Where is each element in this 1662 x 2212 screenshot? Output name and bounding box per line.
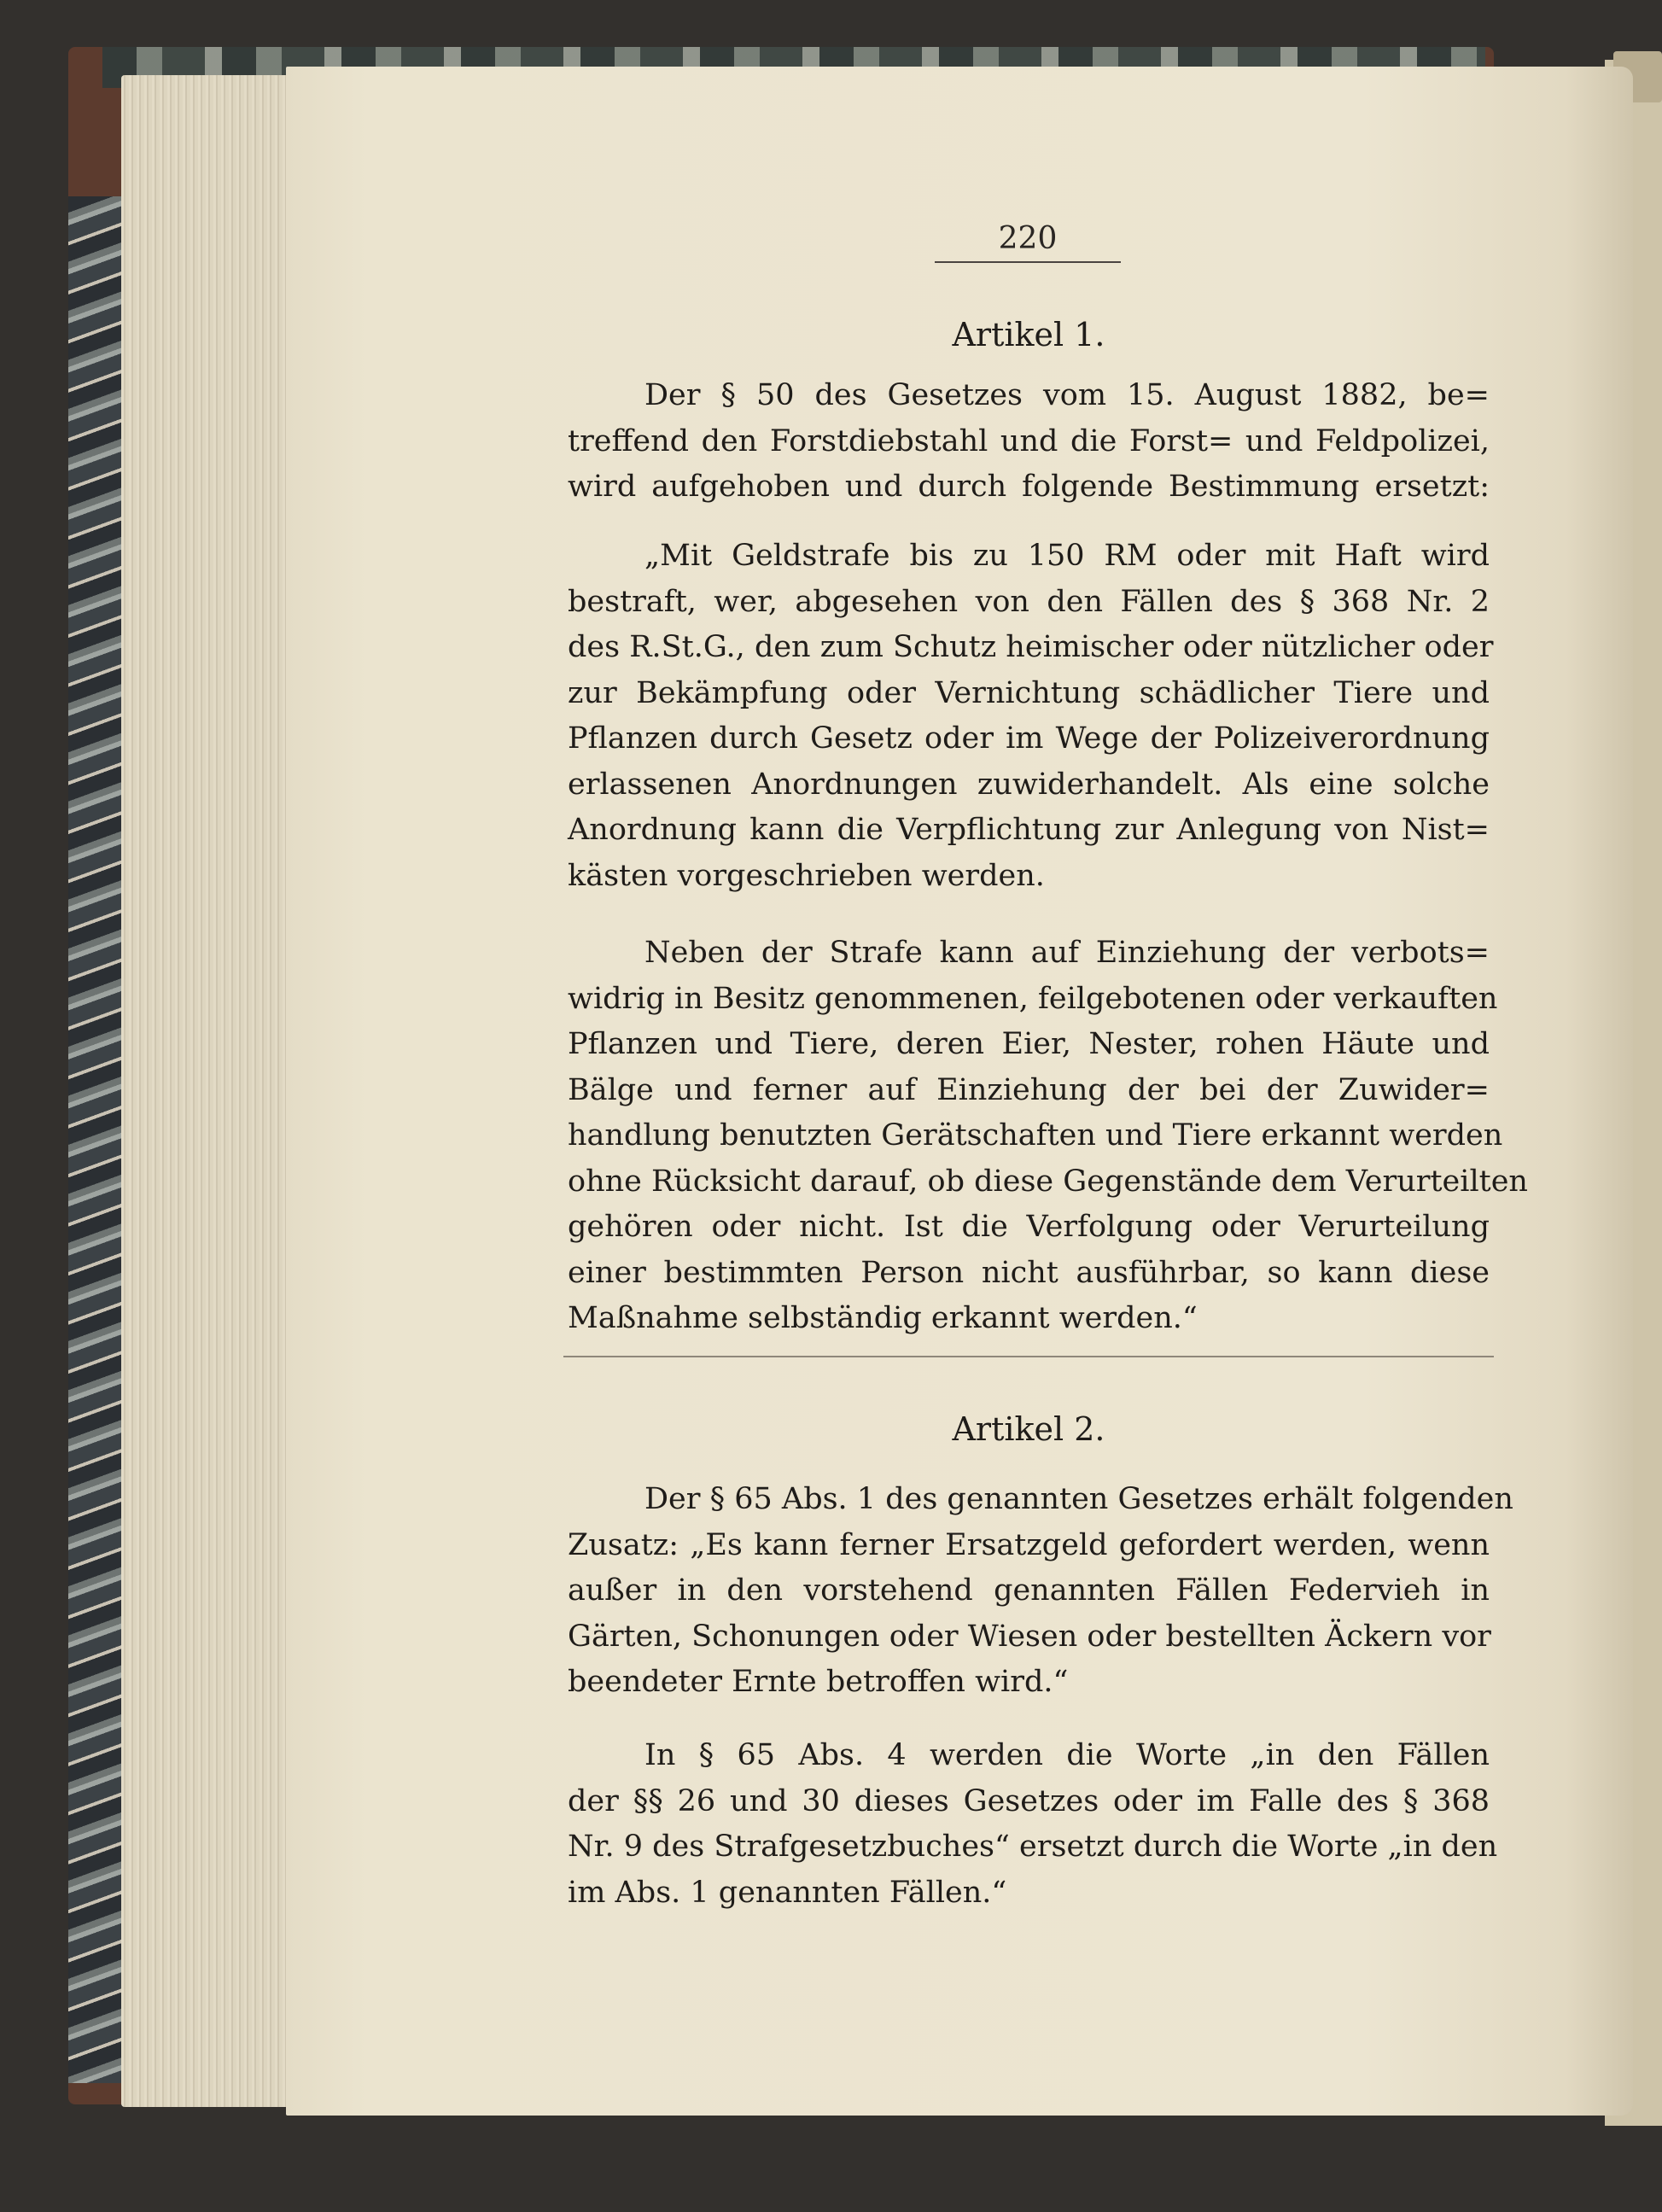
text-line: Zusatz: „Es kann ferner Ersatzgeld gefordert werden, wenn [568, 1527, 1490, 1562]
text-line: erlassenen Anordnungen zuwiderhandelt. Als eine solche [568, 767, 1490, 802]
article-1-paragraph-2 [568, 534, 1494, 899]
text-line: Der § 50 des Gesetzes vom 15. August 1882, be= [644, 378, 1490, 412]
article-2-paragraph-1 [568, 1477, 1513, 1706]
text-line: im Abs. 1 genannten Fällen.“ [568, 1875, 1007, 1910]
section-divider [563, 1356, 1494, 1357]
text-line: Maßnahme selbständig erkannt werden.“ [568, 1301, 1198, 1335]
text-line: bestraft, wer, abgesehen von den Fällen des § 368 Nr. 2 [568, 584, 1490, 619]
text-line: Bälge und ferner auf Einziehung der bei der Zuwider= [568, 1072, 1490, 1107]
text-line: treffend den Forstdiebstahl und die Forst= und Feldpolizei, [568, 423, 1490, 458]
text-line: Pflanzen durch Gesetz oder im Wege der Polizeiverordnung [568, 721, 1490, 756]
text-line: handlung benutzten Gerätschaften und Tiere erkannt werden [568, 1118, 1503, 1153]
text-line: außer in den vorstehend genannten Fällen Federvieh in [568, 1573, 1490, 1608]
text-line: In § 65 Abs. 4 werden die Worte „in den Fällen [644, 1738, 1490, 1772]
text-line: Nr. 9 des Strafgesetzbuches“ ersetzt durch die Worte „in den [568, 1830, 1498, 1864]
article-2-paragraph-2 [568, 1733, 1498, 1916]
article-1-paragraph-3 [568, 931, 1528, 1342]
article-2-heading: Artikel 2. [952, 1410, 1105, 1448]
text-line: des R.St.G., den zum Schutz heimischer oder nützlicher oder [568, 630, 1494, 664]
article-1-heading: Artikel 1. [952, 316, 1105, 353]
page-number: 220 [935, 220, 1121, 263]
text-line: Neben der Strafe kann auf Einziehung der verbots= [644, 936, 1490, 970]
text-line: beendeter Ernte betroffen wird.“ [568, 1665, 1069, 1699]
text-line: Anordnung kann die Verpflichtung zur Anlegung von Nist= [568, 813, 1490, 847]
text-line: der §§ 26 und 30 dieses Gesetzes oder im Falle des § 368 [568, 1783, 1490, 1818]
text-line: zur Bekämpfung oder Vernichtung schädlicher Tiere und [568, 675, 1490, 710]
stacked-page-edges [121, 75, 292, 2107]
text-line: einer bestimmten Person nicht ausführbar, so kann diese [568, 1255, 1490, 1290]
text-line: ohne Rücksicht darauf, ob diese Gegenstände dem Verurteilten [568, 1164, 1528, 1199]
text-line: Gärten, Schonungen oder Wiesen oder bestellten Äckern vor [568, 1619, 1491, 1654]
cover-marbled-edge-left [68, 196, 128, 2083]
text-line: gehören oder nicht. Ist die Verfolgung oder Verurteilung [568, 1210, 1490, 1244]
text-line: Der § 65 Abs. 1 des genannten Gesetzes erhält folgenden [644, 1482, 1513, 1516]
text-line: „Mit Geldstrafe bis zu 150 RM oder mit Haft wird [644, 539, 1490, 573]
text-line: widrig in Besitz genommenen, feilgebotenen oder verkauften [568, 981, 1498, 1016]
text-line: Pflanzen und Tiere, deren Eier, Nester, rohen Häute und [568, 1027, 1490, 1061]
text-line: wird aufgehoben und durch folgende Bestimmung ersetzt: [568, 470, 1490, 504]
article-1-paragraph-1 [568, 373, 1490, 511]
text-line: kästen vorgeschrieben werden. [568, 858, 1045, 893]
